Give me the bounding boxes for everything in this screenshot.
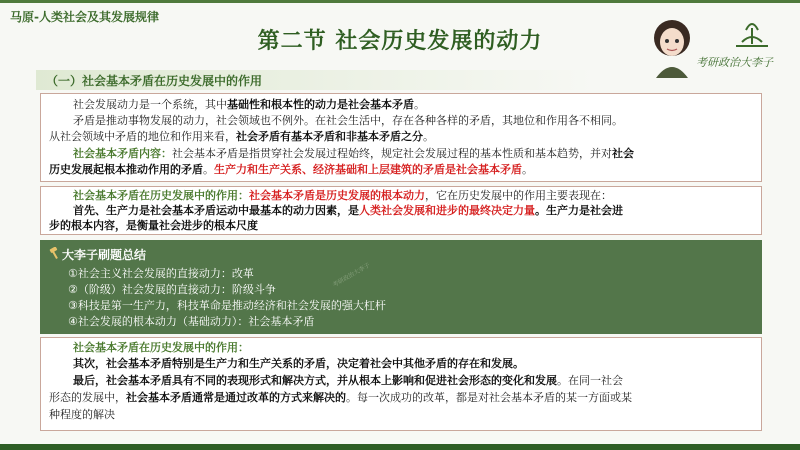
inline-term-label: 社会基本矛盾在历史发展中的作用	[73, 341, 238, 354]
summary-item: ④社会发展的根本动力（基础动力）：社会基本矛盾	[68, 315, 315, 328]
summary-item: ②（阶级）社会发展的直接动力：阶级斗争	[68, 283, 276, 296]
inline-term-label: 社会基本矛盾在历史发展中的作用	[73, 189, 238, 202]
page-title: 第二节 社会历史发展的动力	[257, 29, 543, 54]
paragraph-line: 从社会领域中矛盾的地位和作用来看，社会矛盾有基本矛盾和非基本矛盾之分。	[49, 130, 434, 143]
watermark-text: 考研政治大李子	[331, 261, 372, 289]
paragraph-line: 形态的发展中，社会基本矛盾通常是通过改革的方式来解决的。每一次成功的改革，都是对社会基本矛盾的某一方面或某	[49, 391, 632, 404]
paragraph-line: 种程度的解决	[49, 408, 115, 421]
content-box-role-in-history	[40, 186, 762, 235]
bottom-accent-line	[0, 444, 800, 450]
content-box-role-continued	[40, 337, 762, 431]
summary-title: 大李子刷题总结	[62, 248, 147, 262]
paragraph-line: 矛盾是推动事物发展的动力，社会领域也不例外。在社会生活中，存在各种各样的矛盾，其地位和作用各不相同。	[73, 114, 623, 127]
gavel-icon	[48, 247, 62, 259]
paragraph-line: 社会发展动力是一个系统，其中基础性和根本性的动力是社会基本矛盾。	[73, 98, 425, 111]
paragraph-line: 步的根本内容，是衡量社会进步的根本尺度	[49, 219, 258, 232]
summary-item: ①社会主义社会发展的直接动力：改革	[68, 267, 254, 280]
section-heading-label: （一）社会基本矛盾在历史发展中的作用	[46, 74, 263, 88]
top-accent-line	[0, 0, 800, 3]
paragraph-line: 首先、生产力是社会基本矛盾运动中最基本的动力因素，是人类社会发展和进步的最终决定力量。生产力是社会进	[73, 204, 623, 217]
paragraph-line: 其次，社会基本矛盾特别是生产力和生产关系的矛盾，决定着社会中其他矛盾的存在和发展。	[73, 357, 524, 370]
paragraph-line: 社会基本矛盾内容：社会基本矛盾是指贯穿社会发展过程始终，规定社会发展过程的基本性质和基本趋势，并对社会	[73, 147, 634, 160]
section-heading	[36, 70, 596, 90]
paragraph-line: 社会基本矛盾在历史发展中的作用：社会基本矛盾是历史发展的根本动力，它在历史发展中的作用主要表现在：	[73, 189, 612, 202]
paragraph-line: 最后，社会基本矛盾具有不同的表现形式和解决方式，并从根本上影响和促进社会形态的变化和发展。在同一社会	[73, 374, 623, 387]
inline-term-label: 社会基本矛盾内容	[73, 147, 161, 160]
summary-panel	[40, 240, 762, 334]
course-label: 马原-人类社会及其发展规律	[10, 10, 159, 24]
summary-item: ③科技是第一生产力，科技革命是推动经济和社会发展的强大杠杆	[68, 299, 386, 312]
paragraph-line: 社会基本矛盾在历史发展中的作用：	[73, 341, 249, 354]
logo-text: 考研政治大李子	[696, 56, 773, 69]
content-box-basic-contradiction	[40, 93, 762, 182]
paragraph-line: 历史发展起根本推动作用的矛盾。生产力和生产关系、经济基础和上层建筑的矛盾是社会基本矛盾。	[49, 163, 533, 176]
